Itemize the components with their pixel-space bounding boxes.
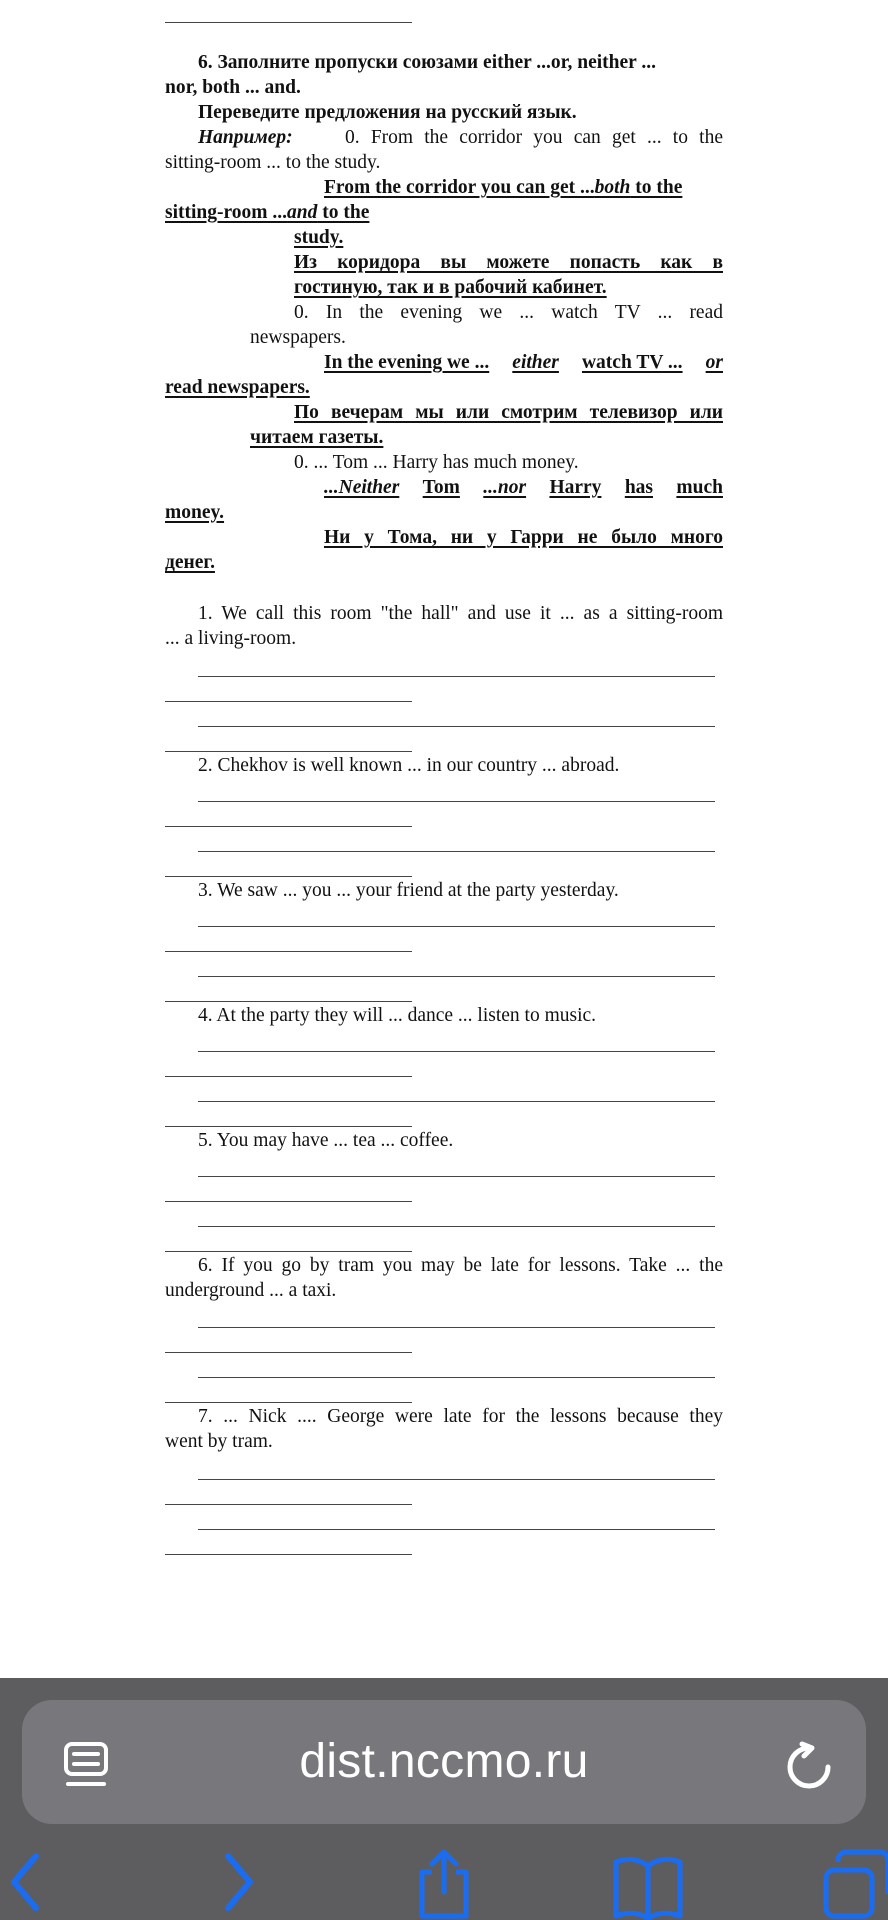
answer-line (165, 951, 412, 952)
answer-line (198, 1529, 715, 1530)
bookmarks-icon[interactable] (612, 1844, 684, 1920)
answer-line (165, 701, 412, 702)
question-1: 1. We call this room "the hall" and use it ... as a sitting-room (198, 603, 723, 624)
example-2-question: 0. In the evening we ... watch TV ... read (294, 302, 723, 323)
answer-line (165, 1504, 412, 1505)
back-icon[interactable] (6, 1844, 46, 1920)
exercise-title-cont: nor, both ... and. (165, 77, 301, 98)
example-2-question-cont: newspapers. (250, 327, 346, 348)
answer-line (165, 751, 412, 752)
answer-line (198, 1327, 715, 1328)
answer-line (165, 1251, 412, 1252)
url-text[interactable]: dist.nccmo.ru (299, 1735, 589, 1788)
answer-line (198, 1377, 715, 1378)
answer-line (198, 676, 715, 677)
answer-line (165, 1001, 412, 1002)
example-3-question: 0. ... Tom ... Harry has much money. (294, 452, 579, 473)
answer-line (165, 22, 412, 23)
example-1-answer: From the corridor you can get ...both to the (324, 177, 683, 198)
answer-line (165, 1352, 412, 1353)
answer-line (198, 726, 715, 727)
example-1-question: 0. From the corridor you can get ... to the (345, 127, 723, 148)
share-icon[interactable] (414, 1844, 474, 1920)
answer-line (165, 1076, 412, 1077)
example-2-translation-cont: читаем газеты. (250, 427, 384, 448)
reload-icon[interactable] (782, 1740, 836, 1794)
example-1-question-cont: sitting-room ... to the study. (165, 152, 381, 173)
example-2-translation: По вечерам мы или смотрим телевизор или (294, 402, 723, 423)
answer-line (165, 1201, 412, 1202)
question-3: 3. We saw ... you ... your friend at the party yesterday. (198, 880, 619, 901)
answer-line (198, 1176, 715, 1177)
forward-icon[interactable] (218, 1844, 258, 1920)
answer-line (165, 1402, 412, 1403)
answer-line (198, 976, 715, 977)
answer-line (198, 851, 715, 852)
tabs-icon[interactable] (820, 1844, 888, 1920)
exercise-instruction: Переведите предложения на русский язык. (198, 102, 577, 123)
example-1-translation: Из коридора вы можете попасть как в (294, 252, 723, 273)
answer-line (198, 1226, 715, 1227)
answer-line (165, 826, 412, 827)
question-6-cont: underground ... a taxi. (165, 1280, 337, 1301)
example-3-translation: Ни у Тома, ни у Гарри не было много (324, 527, 723, 548)
example-label: Например: (198, 127, 293, 148)
answer-line (198, 801, 715, 802)
answer-line (198, 1479, 715, 1480)
answer-line (165, 1554, 412, 1555)
example-3-answer-cont: money. (165, 502, 225, 523)
question-7-cont: went by tram. (165, 1431, 273, 1452)
question-5: 5. You may have ... tea ... coffee. (198, 1130, 454, 1151)
exercise-title: 6. Заполните пропуски союзами either ...or, neither ... (198, 52, 656, 73)
example-3-answer: ...Neither Tom ...nor Harry has much (324, 477, 723, 498)
question-7: 7. ... Nick .... George were late for the lessons because they (198, 1406, 723, 1427)
answer-line (165, 876, 412, 877)
answer-line (198, 1101, 715, 1102)
question-6: 6. If you go by tram you may be late for lessons. Take ... the (198, 1255, 723, 1276)
example-1-translation-cont: гостиную, так и в рабочий кабинет. (294, 277, 607, 298)
answer-line (165, 1126, 412, 1127)
example-2-answer-cont: read newspapers. (165, 377, 310, 398)
question-1-cont: ... a living-room. (165, 628, 297, 649)
answer-line (198, 1051, 715, 1052)
example-2-answer: In the evening we ... either watch TV ... or (324, 352, 723, 373)
example-1-answer-end: study. (294, 227, 344, 248)
example-3-translation-cont: денег. (165, 552, 215, 573)
browser-bottom-bar (0, 1678, 888, 1920)
question-4: 4. At the party they will ... dance ... listen to music. (198, 1005, 597, 1026)
example-1-answer-cont: sitting-room ...and to the (165, 202, 370, 223)
answer-line (198, 926, 715, 927)
question-2: 2. Chekhov is well known ... in our country ... abroad. (198, 755, 620, 776)
address-bar[interactable] (22, 1700, 866, 1824)
